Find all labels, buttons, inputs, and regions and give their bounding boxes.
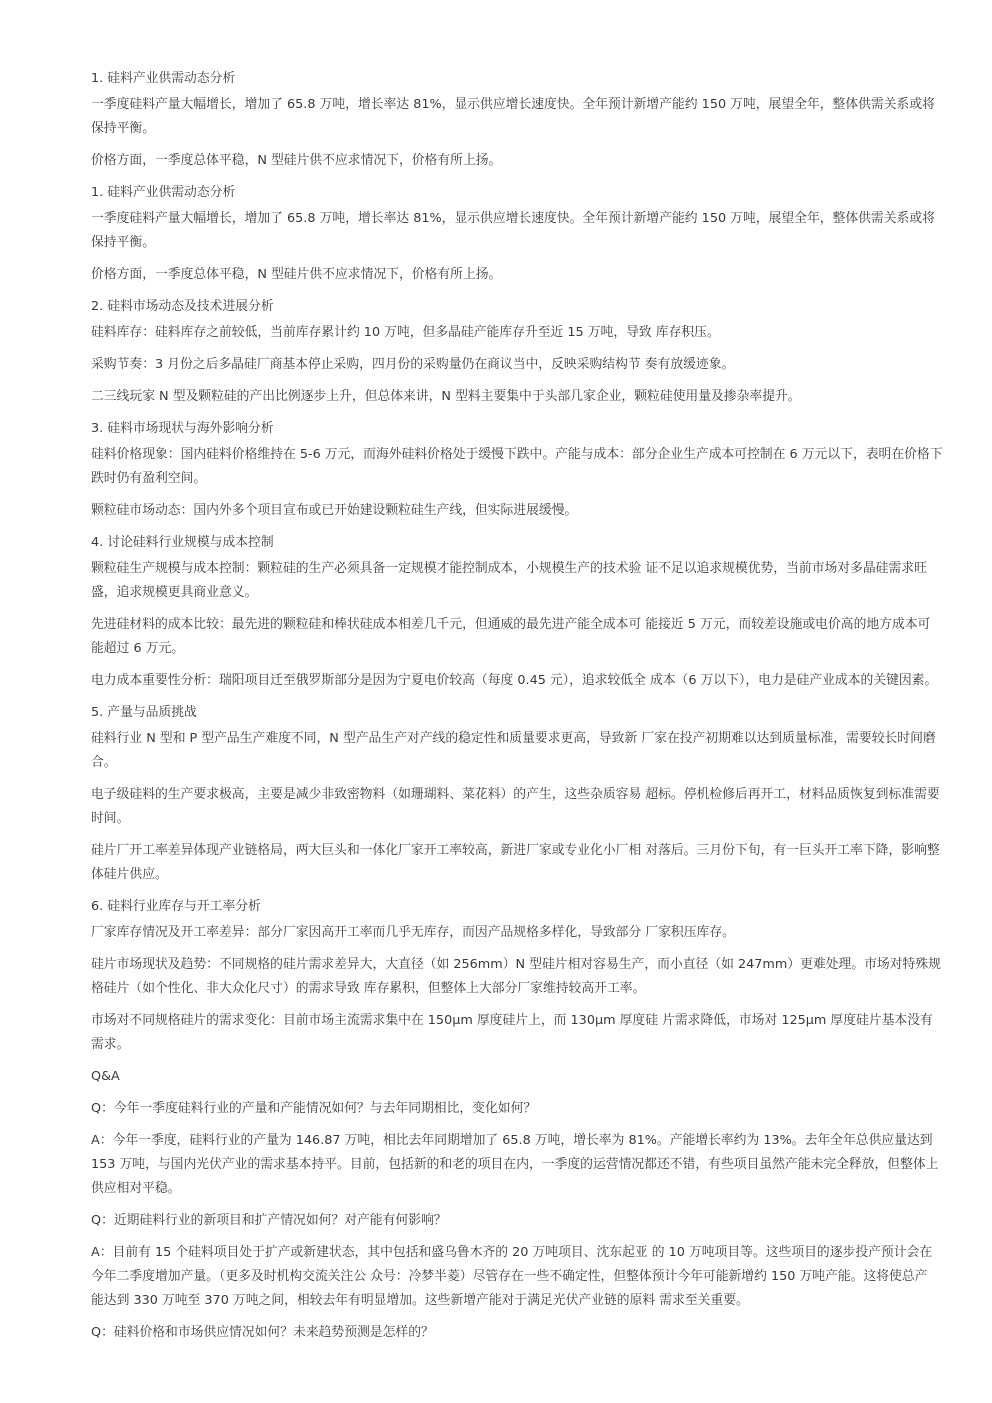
section-heading: 2. 硅料市场动态及技术进展分析 (91, 299, 274, 314)
paragraph: 硅片市场现状及趋势：不同规格的硅片需求差异大，大直径（如 256mm）N 型硅片相对容易生产，而小直径（如 247mm）更难处理。市场对特殊规格硅片（如个性化、非大众化尺寸）的需求导致 库存累积，但整体上大部分厂家维持较高开工率。 (91, 957, 941, 996)
qa-paragraph: Q&A (91, 1069, 120, 1084)
paragraph: 先进硅材料的成本比较：最先进的颗粒硅和棒状硅成本相差几千元，但通威的最先进产能全成本可 能接近 5 万元，而较差设施或电价高的地方成本可能超过 6 万元。 (91, 617, 931, 656)
paragraph: 硅片厂开工率差异体现产业链格局，两大巨头和一体化厂家开工率较高，新进厂家或专业化小厂相 对落后。三月份下旬，有一巨头开工率下降，影响整体硅片供应。 (91, 843, 940, 882)
section-heading: 1. 硅料产业供需动态分析 (91, 185, 236, 200)
paragraph: 一季度硅料产量大幅增长，增加了 65.8 万吨，增长率达 81%，显示供应增长速度快。全年预计新增产能约 150 万吨，展望全年，整体供需关系或将保持平衡。 (91, 211, 935, 250)
qa-paragraph: Q：硅料价格和市场供应情况如何？未来趋势预测是怎样的？ (91, 1325, 434, 1340)
qa-paragraph: Q：近期硅料行业的新项目和扩产情况如何？对产能有何影响？ (91, 1213, 447, 1228)
qa-paragraph: Q：今年一季度硅料行业的产量和产能情况如何？与去年同期相比，变化如何？ (91, 1101, 537, 1116)
paragraph: 硅料价格现象：国内硅料价格维持在 5-6 万元，而海外硅料价格处于缓慢下跌中。产能与成本：部分企业生产成本可控制在 6 万元以下，表明在价格下跌时仍有盈利空间。 (91, 447, 943, 486)
document-body (91, 67, 943, 1353)
paragraph: 硅料行业 N 型和 P 型产品生产难度不同，N 型产品生产对产线的稳定性和质量要求更高，导致新 厂家在投产初期难以达到质量标准，需要较长时间磨合。 (91, 731, 936, 770)
qa-paragraph: A：目前有 15 个硅料项目处于扩产或新建状态，其中包括和盛乌鲁木齐的 20 万吨项目、沈东起亚 的 10 万吨项目等。这些项目的逐步投产预计会在今年二季度增加产量。（更多及时机构交流关注公 众号：冷梦半菱）尽管存在一些不确定性，但整体预计今年可能新增约 150 万吨产能。这将使总产 能达到 330 万吨至 370 万吨之间，相较去年有明显增加。这些新增产能对于满足光伏产业链的原料 需求至关重要。 (91, 1245, 933, 1308)
paragraph: 二三线玩家 N 型及颗粒硅的产出比例逐步上升，但总体来讲，N 型料主要集中于头部几家企业，颗粒硅使用量及掺杂率提升。 (91, 389, 801, 404)
paragraph: 电子级硅料的生产要求极高，主要是减少非致密物料（如珊瑚料、菜花料）的产生，这些杂质容易 超标。停机检修后再开工，材料品质恢复到标准需要时间。 (91, 787, 940, 826)
paragraph: 厂家库存情况及开工率差异：部分厂家因高开工率而几乎无库存，而因产品规格多样化，导致部分 厂家积压库存。 (91, 925, 735, 940)
paragraph: 价格方面，一季度总体平稳，N 型硅片供不应求情况下，价格有所上扬。 (91, 267, 502, 282)
section-heading: 6. 硅料行业库存与开工率分析 (91, 899, 261, 914)
paragraph: 价格方面，一季度总体平稳，N 型硅片供不应求情况下，价格有所上扬。 (91, 153, 502, 168)
section-heading: 5. 产量与品质挑战 (91, 705, 197, 720)
section-heading: 4. 讨论硅料行业规模与成本控制 (91, 535, 274, 550)
paragraph: 采购节奏：3 月份之后多晶硅厂商基本停止采购，四月份的采购量仍在商议当中，反映采购结构节 奏有放缓迹象。 (91, 357, 735, 372)
qa-paragraph: A：今年一季度，硅料行业的产量为 146.87 万吨，相比去年同期增加了 65.8 万吨，增长率为 81%。产能增长率约为 13%。去年全年总供应量达到 153 万吨，与国内光伏产业的需求基本持平。目前，包括新的和老的项目在内，一季度的运营情况都还不错，有些项目虽然产能未完全释放，但整体上 供应相对平稳。 (91, 1133, 939, 1196)
paragraph: 颗粒硅市场动态：国内外多个项目宣布或已开始建设颗粒硅生产线，但实际进展缓慢。 (91, 503, 578, 518)
paragraph: 颗粒硅生产规模与成本控制：颗粒硅的生产必须具备一定规模才能控制成本，小规模生产的技术验 证不足以追求规模优势，当前市场对多晶硅需求旺盛，追求规模更具商业意义。 (91, 561, 927, 600)
section-heading: 3. 硅料市场现状与海外影响分析 (91, 421, 274, 436)
paragraph: 一季度硅料产量大幅增长，增加了 65.8 万吨，增长率达 81%，显示供应增长速度快。全年预计新增产能约 150 万吨，展望全年，整体供需关系或将保持平衡。 (91, 97, 935, 136)
paragraph: 市场对不同规格硅片的需求变化：目前市场主流需求集中在 150μm 厚度硅片上，而 130μm 厚度硅 片需求降低，市场对 125μm 厚度硅片基本没有需求。 (91, 1013, 933, 1052)
section-heading: 1. 硅料产业供需动态分析 (91, 71, 236, 86)
paragraph: 硅料库存：硅料库存之前较低，当前库存累计约 10 万吨，但多晶硅产能库存升至近 15 万吨，导致 库存积压。 (91, 325, 720, 340)
paragraph: 电力成本重要性分析：瑞阳项目迁至俄罗斯部分是因为宁夏电价较高（每度 0.45 元），追求较低全 成本（6 万以下），电力是硅产业成本的关键因素。 (91, 673, 938, 688)
